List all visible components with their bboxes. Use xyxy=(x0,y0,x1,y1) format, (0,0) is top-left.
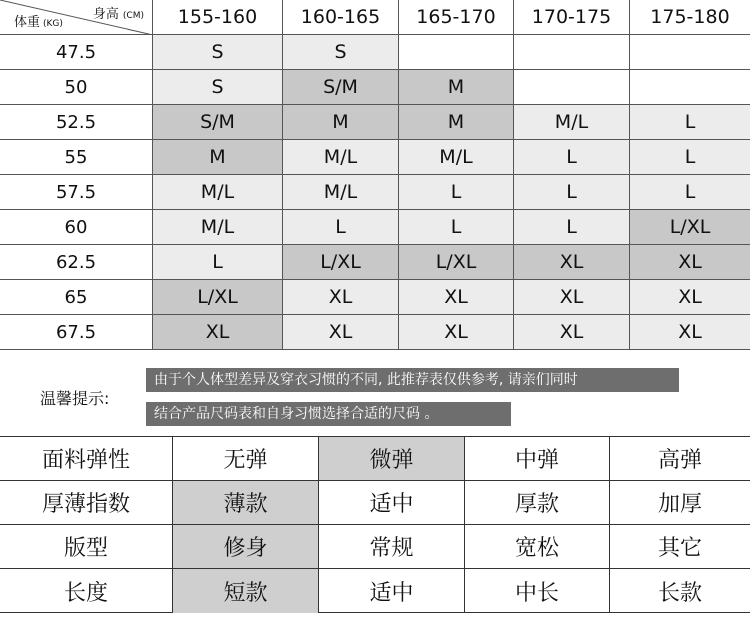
attribute-label: 厚薄指数 xyxy=(0,481,173,524)
size-cell: M xyxy=(399,70,514,104)
size-cell: M/L xyxy=(514,105,630,139)
size-cell: XL xyxy=(630,315,750,349)
weight-cell: 55 xyxy=(0,140,153,174)
weight-cell: 57.5 xyxy=(0,175,153,209)
weight-cell: 47.5 xyxy=(0,35,153,69)
weight-cell: 60 xyxy=(0,210,153,244)
height-column-header: 155-160 xyxy=(153,0,283,34)
weight-axis-label xyxy=(14,11,63,30)
attribute-option: 中弹 xyxy=(465,437,610,480)
size-cell: M/L xyxy=(399,140,514,174)
size-cell: L xyxy=(630,105,750,139)
attribute-option: 其它 xyxy=(657,536,702,561)
attribute-row-thickness xyxy=(0,481,750,525)
size-cell: L xyxy=(514,175,630,209)
size-cell: XL xyxy=(399,315,514,349)
size-cell: L xyxy=(514,210,630,244)
size-cell: S/M xyxy=(153,105,283,139)
size-chart-row xyxy=(0,35,750,70)
tip-label: 温馨提示: xyxy=(40,389,110,408)
size-chart-row xyxy=(0,140,750,175)
size-cell: M xyxy=(153,140,283,174)
attribute-option: 无弹 xyxy=(173,437,319,480)
attribute-option-selected: 修身 xyxy=(173,525,319,568)
attribute-option: 适中 xyxy=(319,481,465,524)
weight-cell: 65 xyxy=(0,280,153,314)
attribute-label: 版型 xyxy=(0,525,173,568)
size-cell: XL xyxy=(514,280,630,314)
size-cell: M/L xyxy=(153,175,283,209)
size-cell: L xyxy=(514,140,630,174)
attribute-label: 面料弹性 xyxy=(0,437,173,480)
size-cell: L xyxy=(399,210,514,244)
attribute-option: 高弹 xyxy=(657,448,702,473)
size-cell xyxy=(514,70,630,104)
size-cell: XL xyxy=(630,280,750,314)
size-cell: XL xyxy=(514,245,630,279)
size-cell: L xyxy=(283,210,399,244)
size-cell: M/L xyxy=(153,210,283,244)
size-cell: L xyxy=(399,175,514,209)
size-cell: M xyxy=(283,105,399,139)
weight-unit-text: (KG) xyxy=(43,19,63,29)
attribute-row-elasticity xyxy=(0,437,750,481)
attribute-label: 长度 xyxy=(0,569,173,613)
attribute-option-selected: 薄款 xyxy=(173,481,319,524)
size-cell: S xyxy=(153,35,283,69)
height-column-header: 165-170 xyxy=(399,0,514,34)
attribute-row-length xyxy=(0,569,750,613)
height-column-header: 175-180 xyxy=(650,6,730,28)
height-unit-text: (CM) xyxy=(122,11,144,21)
weight-cell: 62.5 xyxy=(0,245,153,279)
attribute-option: 长款 xyxy=(657,580,702,606)
tip-text-line-2: 结合产品尺码表和自身习惯选择合适的尺码 。 xyxy=(146,402,511,426)
height-column-header: 170-175 xyxy=(514,0,630,34)
size-cell: L/XL xyxy=(283,245,399,279)
size-chart-row xyxy=(0,210,750,245)
fabric-attributes-table xyxy=(0,436,750,613)
attribute-option: 厚款 xyxy=(465,481,610,524)
weight-cell: 50 xyxy=(0,70,153,104)
attribute-option: 中长 xyxy=(465,569,610,613)
height-column-header: 160-165 xyxy=(283,0,399,34)
size-chart-row xyxy=(0,245,750,280)
size-chart-row xyxy=(0,70,750,105)
size-cell: S xyxy=(283,35,399,69)
weight-label-text: 体重 xyxy=(14,15,41,30)
size-cell: M/L xyxy=(283,175,399,209)
attribute-option: 适中 xyxy=(319,569,465,613)
size-cell xyxy=(399,35,514,69)
size-cell: L xyxy=(630,175,750,209)
size-cell: S xyxy=(153,70,283,104)
size-cell xyxy=(630,70,750,104)
size-chart-row xyxy=(0,105,750,140)
height-label-text: 身高 xyxy=(92,7,119,22)
attribute-row-fit xyxy=(0,525,750,569)
recommendation-tip xyxy=(0,350,750,436)
size-cell: L xyxy=(153,245,283,279)
size-cell: XL xyxy=(399,280,514,314)
size-cell: M xyxy=(399,105,514,139)
attribute-option: 加厚 xyxy=(657,492,702,517)
size-chart-row xyxy=(0,315,750,350)
attribute-option-selected: 短款 xyxy=(173,569,319,613)
attribute-option: 常规 xyxy=(319,525,465,568)
size-cell xyxy=(630,35,750,69)
size-cell: XL xyxy=(153,315,283,349)
size-cell xyxy=(514,35,630,69)
size-chart-corner-cell xyxy=(0,0,153,34)
attribute-option: 宽松 xyxy=(465,525,610,568)
size-cell: L/XL xyxy=(153,280,283,314)
tip-text-line-1: 由于个人体型差异及穿衣习惯的不同, 此推荐表仅供参考, 请亲们同时 xyxy=(146,368,679,392)
weight-cell: 67.5 xyxy=(0,315,153,349)
size-cell: XL xyxy=(283,280,399,314)
size-cell: L/XL xyxy=(630,210,750,244)
attribute-option-selected: 微弹 xyxy=(319,437,465,480)
size-chart-header-row xyxy=(0,0,750,35)
size-cell: L xyxy=(630,140,750,174)
size-chart-row xyxy=(0,175,750,210)
size-cell: XL xyxy=(630,245,750,279)
size-cell: S/M xyxy=(283,70,399,104)
height-axis-label xyxy=(93,3,144,22)
size-cell: XL xyxy=(514,315,630,349)
size-cell: L/XL xyxy=(399,245,514,279)
size-cell: M/L xyxy=(283,140,399,174)
size-cell: XL xyxy=(283,315,399,349)
weight-cell: 52.5 xyxy=(0,105,153,139)
size-chart-row xyxy=(0,280,750,315)
